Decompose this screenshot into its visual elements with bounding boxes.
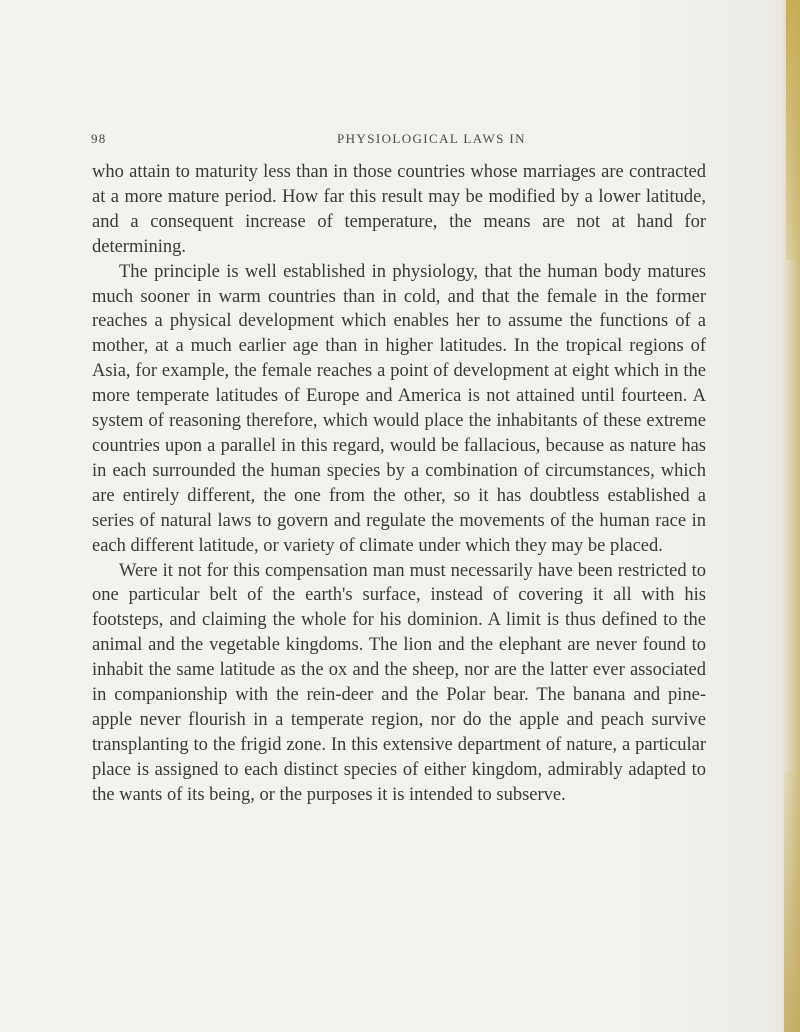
body-text <box>92 160 706 808</box>
paragraph-physiology-principle: The principle is well established in physiology, that the human body matures much sooner in warm countries than in cold, and that the female in the former reaches a physical development which enables her to assume the functions of a mother, at a much earlier age than in higher latitudes. In the tropical regions of Asia, for example, the female reaches a point of development at eight which in the more temperate latitudes of Europe and America is not attained until fourteen. A system of reasoning therefore, which would place the inhabitants of these extreme countries upon a parallel in this regard, would be fallacious, because as nature has in each surrounded the human species by a combination of circumstances, which are entirely different, the one from the other, so it has doubtless established a series of natural laws to govern and regulate the movements of the human race in each different latitude, or variety of climate under which they may be placed. <box>92 261 706 556</box>
page-header <box>91 131 711 149</box>
page-number: 98 <box>91 131 107 146</box>
page-edge-stain-bottom <box>784 772 800 1032</box>
paragraph-compensation: Were it not for this compensation man must necessarily have been restricted to one particular belt of the earth's surface, instead of covering it all with his footsteps, and claiming the whole for his dominion. A limit is thus defined to the animal and the vegetable kingdoms. The lion and the elephant are never found to inhabit the same latitude as the ox and the sheep, nor are the latter ever associated in companionship with the rein-deer and the Polar bear. The banana and pine-apple never flourish in a temperate region, nor do the apple and peach survive transplanting to the frigid zone. In this extensive department of nature, a particular place is assigned to each distinct species of either kingdom, admirably adapted to the wants of its being, or the purposes it is intended to subserve. <box>92 560 706 805</box>
running-head: PHYSIOLOGICAL LAWS IN <box>337 131 526 146</box>
page-edge-stain-top <box>786 0 800 260</box>
paragraph-continued: who attain to maturity less than in those countries whose marriages are contracted at a more mature period. How far this result may be modified by a lower latitude, and a consequent increase of temperature, the means are not at hand for determining. <box>92 162 706 257</box>
